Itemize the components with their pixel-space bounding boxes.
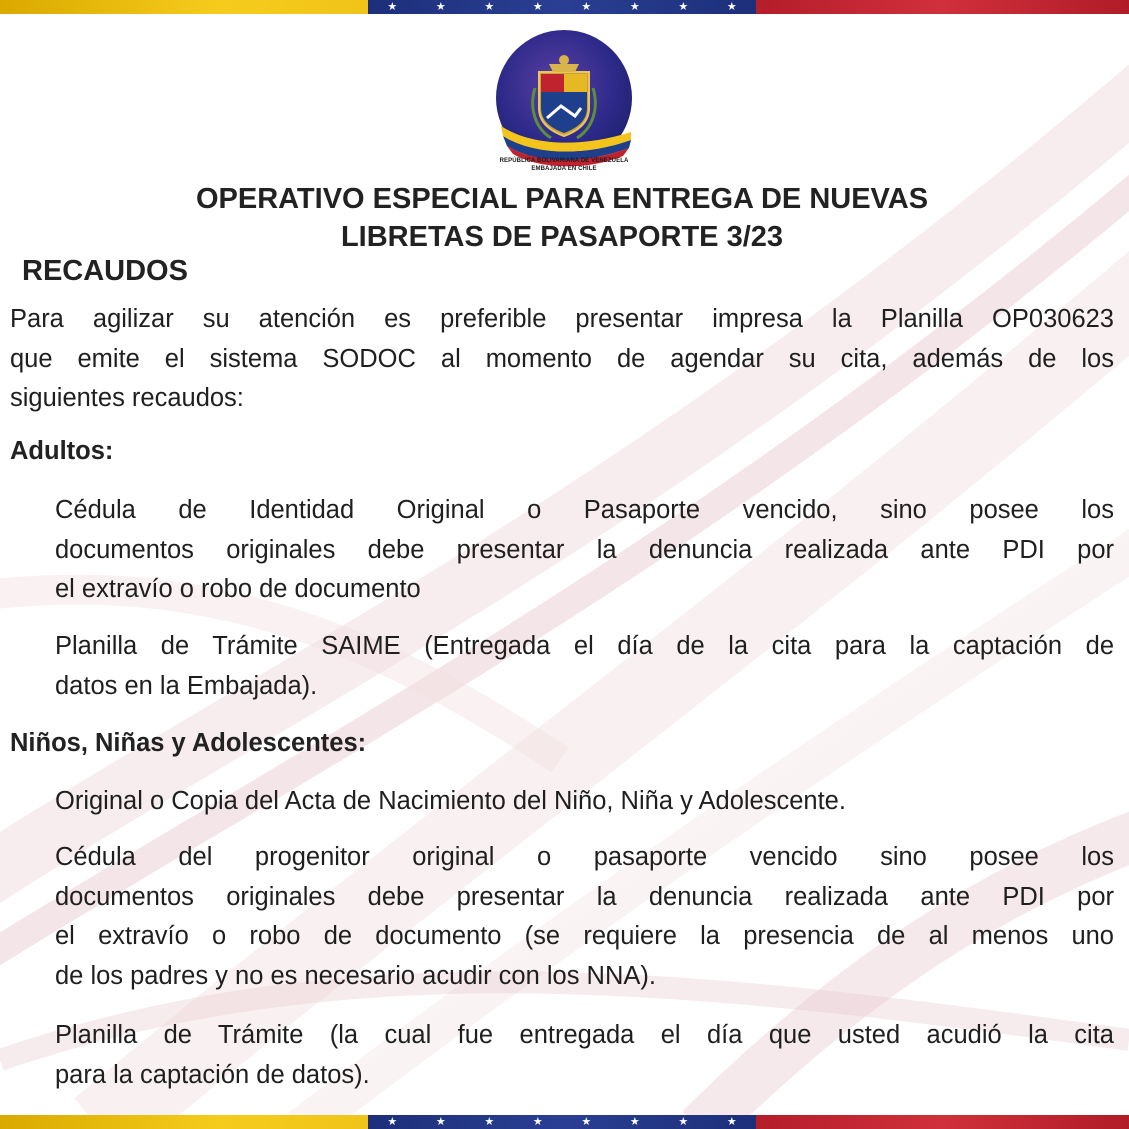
subheading-adultos: Adultos: (10, 437, 114, 465)
intro-line: Para agilizar su atención es preferible presentar impresa la Planilla OP030623 (10, 305, 1114, 333)
page-title-line1: OPERATIVO ESPECIAL PARA ENTREGA DE NUEVAS (195, 183, 929, 215)
list-item-line: el extravío o robo de documento (se requiere la presencia de al menos uno (55, 922, 1114, 950)
list-item-line: de los padres y no es necesario acudir con los NNA). (55, 961, 656, 990)
list-item-line: el extravío o robo de documento (55, 575, 421, 603)
list-item (55, 491, 1114, 610)
flag-stars: ★ ★ ★ ★ ★ ★ ★ ★ (387, 0, 737, 13)
list-item (55, 627, 1114, 706)
flag-stars: ★ ★ ★ ★ ★ ★ ★ ★ (387, 1115, 737, 1128)
list-item-line: para la captación de datos). (55, 1060, 370, 1089)
list-item-line: Planilla de Trámite SAIME (Entregada el día de la cita para la captación de (55, 632, 1114, 660)
section-heading-recaudos: RECAUDOS (22, 255, 188, 287)
list-item (55, 1016, 1114, 1095)
list-item-line: Original o Copia del Acta de Nacimiento del Niño, Niña y Adolescente. (55, 787, 846, 815)
list-item (55, 782, 1114, 822)
list-item (55, 838, 1114, 996)
logo-caption-line2: EMBAJADA EN CHILE (531, 166, 597, 172)
intro-line: que emite el sistema SODOC al momento de agendar su cita, además de los (10, 344, 1114, 373)
subheading-ninos: Niños, Niñas y Adolescentes: (10, 729, 367, 757)
list-item-line: documentos originales debe presentar la denuncia realizada ante PDI por (55, 535, 1114, 564)
page-title-line2: LIBRETAS DE PASAPORTE 3/23 (340, 221, 784, 253)
list-item-line: datos en la Embajada). (55, 671, 318, 700)
intro-line: siguientes recaudos: (10, 384, 244, 412)
list-item-line: Cédula de Identidad Original o Pasaporte vencido, sino posee los (55, 496, 1114, 524)
logo-caption-line1: REPÚBLICA BOLIVARIANA DE VENEZUELA (499, 158, 629, 164)
list-item-line: Cédula del progenitor original o pasaporte vencido sino posee los (55, 843, 1114, 871)
list-item-line: documentos originales debe presentar la denuncia realizada ante PDI por (55, 882, 1114, 911)
intro-paragraph (10, 300, 1114, 419)
list-item-line: Planilla de Trámite (la cual fue entregada el día que usted acudió la cita (55, 1021, 1114, 1049)
page-title (0, 180, 1124, 256)
